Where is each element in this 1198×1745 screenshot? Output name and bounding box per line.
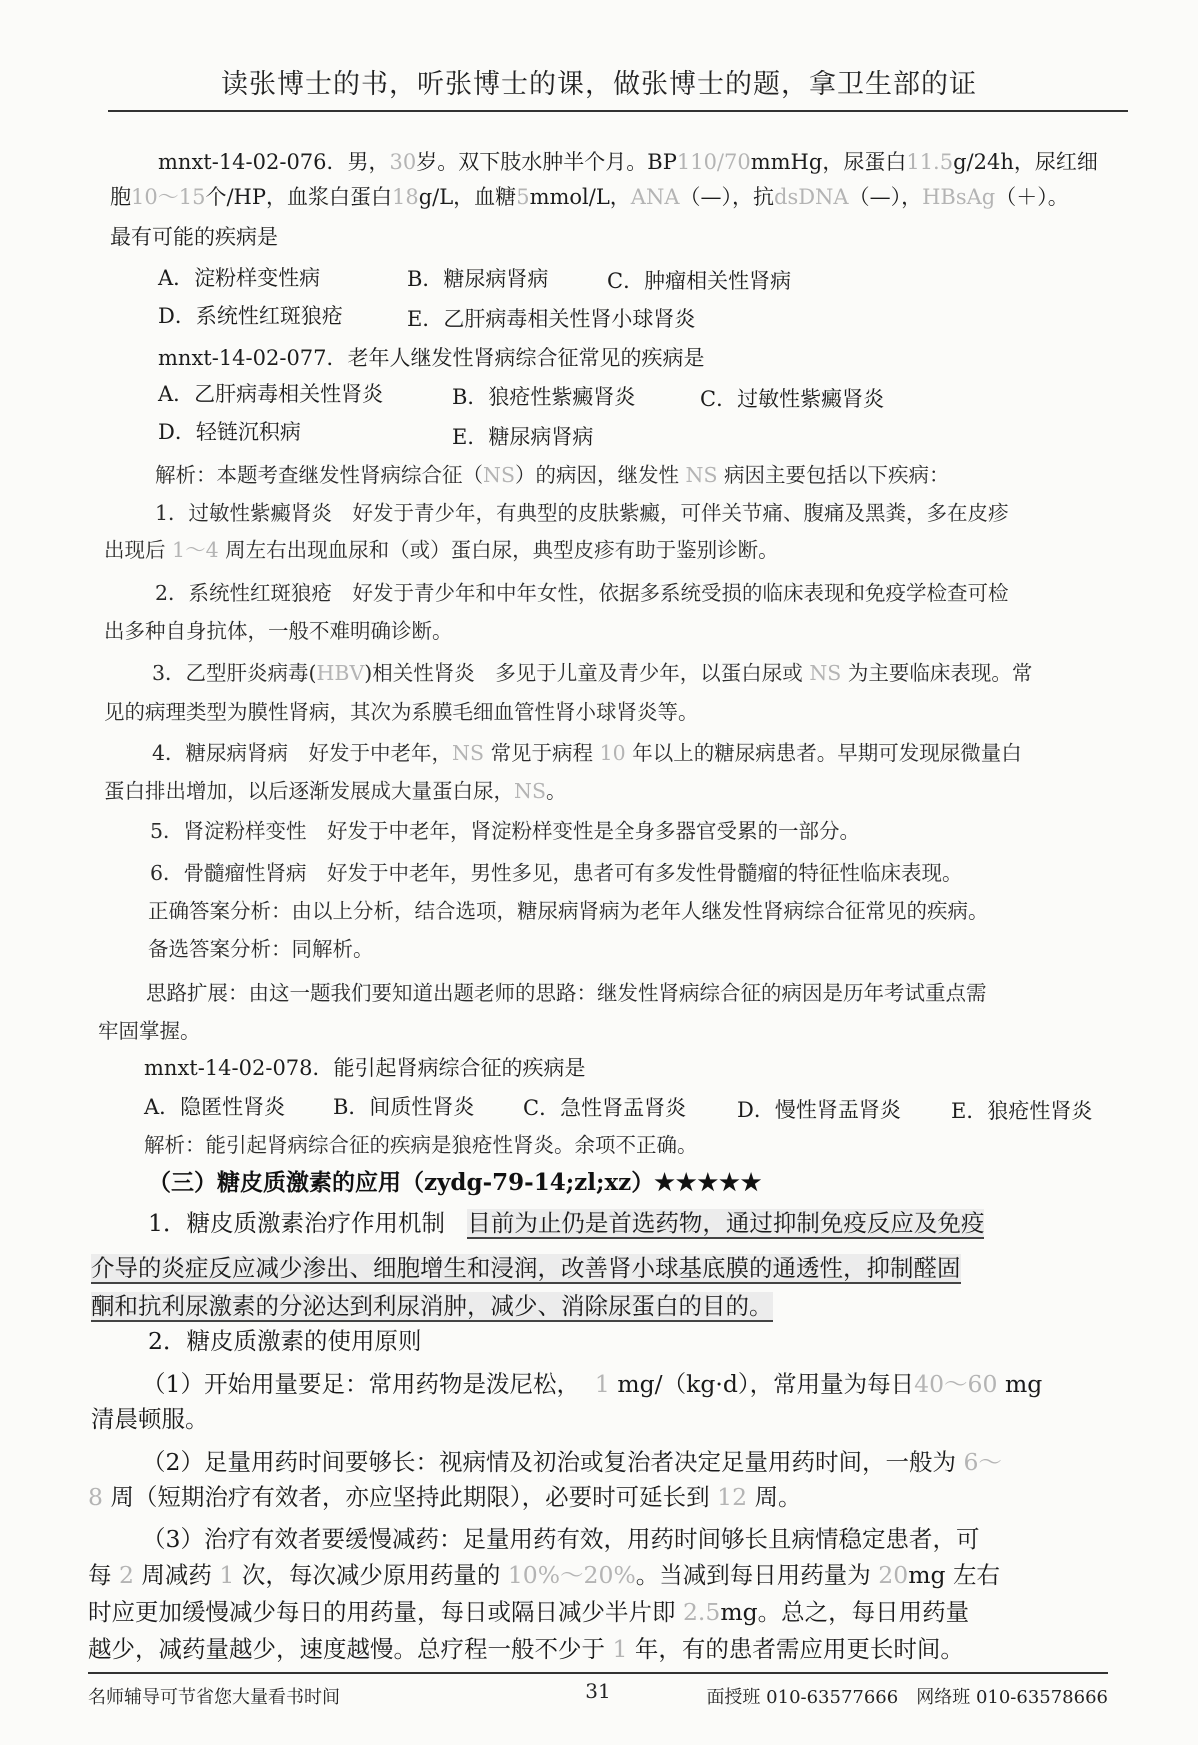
q076-option-e: E．乙肝病毒相关性肾小球肾炎: [407, 307, 696, 331]
page-footer: [88, 1679, 1108, 1713]
q078-option-c: C．急性肾盂肾炎: [523, 1096, 687, 1120]
q077-point2-line2: 出多种自身抗体，一般不难明确诊断。: [104, 619, 453, 643]
q077-point1-line2: 出现后 1～4 周左右出现血尿和（或）蛋白尿，典型皮疹有助于鉴别诊断。: [104, 538, 779, 562]
mechanism-line1: 1．糖皮质激素治疗作用机制 目前为止仍是首选药物，通过抑制免疫反应及免疫: [148, 1209, 985, 1237]
usage-principles-title: 2．糖皮质激素的使用原则: [148, 1327, 422, 1355]
rule2-line1: （2）足量用药时间要够长：视病情及初治或复治者决定足量用药时间，一般为 6～: [142, 1448, 1002, 1476]
q077-point1-line1: 1．过敏性紫癜肾炎 好发于青少年，有典型的皮肤紫癜，可伴关节痛、腹痛及黑粪，多在皮疹: [155, 501, 1009, 525]
q077-stem: mnxt-14-02-077．老年人继发性肾病综合征常见的疾病是: [158, 346, 705, 370]
q077-point4-line2: 蛋白排出增加，以后逐渐发展成大量蛋白尿，NS。: [104, 779, 567, 803]
q078-option-a: A．隐匿性肾炎: [144, 1095, 286, 1119]
q076-option-d: D．系统性红斑狼疮: [158, 304, 343, 328]
q076-option-b: B．糖尿病肾病: [407, 267, 549, 291]
q078-option-b: B．间质性肾炎: [333, 1095, 475, 1119]
footer-contacts: [688, 1683, 1108, 1709]
rule3-line4: 越少，减药量越少，速度越慢。总疗程一般不少于 1 年，有的患者需应用更长时间。: [88, 1635, 964, 1663]
q077-point3-line1: 3．乙型肝炎病毒(HBV)相关性肾炎 多见于儿童及青少年，以蛋白尿或 NS 为主要临床表现。常: [152, 661, 1033, 685]
footer-slogan: 名师辅导可节省您大量看书时间: [88, 1687, 340, 1708]
rule1-line2: 清晨顿服。: [91, 1405, 209, 1433]
q077-point6: 6．骨髓瘤性肾病 好发于中老年，男性多见，患者可有多发性骨髓瘤的特征性临床表现。: [150, 861, 963, 885]
footer-online-phone: 网络班 010-63578666: [916, 1687, 1108, 1708]
rule1-line1: （1）开始用量要足：常用药物是泼尼松， 1 mg/（kg·d），常用量为每日40～60 mg: [142, 1370, 1043, 1398]
rule2-line2: 8 周（短期治疗有效者，亦应坚持此期限），必要时可延长到 12 周。: [88, 1483, 802, 1511]
q077-analysis-intro: 解析：本题考查继发性肾病综合征（NS）的病因，继发性 NS 病因主要包括以下疾病：: [155, 463, 950, 487]
page-header-title: 读张博士的书，听张博士的课，做张博士的题，拿卫生部的证: [221, 69, 977, 100]
q077-point5: 5．肾淀粉样变性 好发于中老年，肾淀粉样变性是全身多器官受累的一部分。: [150, 819, 861, 843]
q077-option-b: B．狼疮性紫癜肾炎: [452, 385, 636, 409]
rule3-line1: （3）治疗有效者要缓慢减药：足量用药有效，用药时间够长且病情稳定患者，可: [142, 1525, 980, 1553]
q077-option-c: C．过敏性紫癜肾炎: [700, 387, 885, 411]
q077-option-a: A．乙肝病毒相关性肾炎: [158, 382, 384, 406]
q076-stem-line3: 最有可能的疾病是: [110, 225, 278, 249]
q077-option-e: E．糖尿病肾病: [452, 425, 594, 449]
rule3-line2: 每 2 周减药 1 次，每次减少原用药量的 10%～20%。当减到每日用药量为 20mg 左右: [88, 1561, 1000, 1589]
mechanism-line2: 介导的炎症反应减少渗出、细胞增生和浸润，改善肾小球基底膜的通透性，抑制醛固: [91, 1254, 961, 1282]
q077-point4-line1: 4．糖尿病肾病 好发于中老年，NS 常见于病程 10 年以上的糖尿病患者。早期可发现尿微量白: [152, 741, 1022, 765]
q076-stem-line2: 胞10～15个/HP，血浆白蛋白18g/L，血糖5mmol/L，ANA（—），抗dsDNA（—），HBsAg（＋）。: [110, 185, 1069, 209]
mechanism-line3: 酮和抗利尿激素的分泌达到利尿消肿，减少、消除尿蛋白的目的。: [91, 1292, 773, 1320]
q077-expansion-line2: 牢固掌握。: [98, 1019, 201, 1043]
header-divider: [108, 110, 1128, 112]
footer-class-phone: 面授班 010-63577666: [706, 1687, 899, 1708]
q078-analysis: 解析：能引起肾病综合征的疾病是狼疮性肾炎。余项不正确。: [144, 1133, 698, 1157]
mechanism-highlight: 目前为止仍是首选药物，通过抑制免疫反应及免疫: [467, 1209, 985, 1237]
q078-option-d: D．慢性肾盂肾炎: [737, 1098, 901, 1122]
footer-divider: [88, 1672, 1108, 1674]
q077-option-d: D．轻链沉积病: [158, 420, 301, 444]
q077-expansion-line1: 思路扩展：由这一题我们要知道出题老师的思路：继发性肾病综合征的病因是历年考试重点需: [146, 981, 987, 1005]
q078-option-e: E．狼疮性肾炎: [951, 1099, 1093, 1123]
q076-option-a: A．淀粉样变性病: [158, 266, 321, 290]
q077-alternative-answer: 备选答案分析：同解析。: [148, 937, 374, 961]
q078-stem: mnxt-14-02-078．能引起肾病综合征的疾病是: [144, 1056, 586, 1080]
rule3-line3: 时应更加缓慢减少每日的用药量，每日或隔日减少半片即 2.5mg。总之，每日用药量: [88, 1598, 970, 1626]
rating-stars: ★★★★★: [654, 1169, 763, 1196]
page-number: 31: [585, 1679, 611, 1703]
q076-option-c: C．肿瘤相关性肾病: [607, 269, 792, 293]
q077-point3-line2: 见的病理类型为膜性肾病，其次为系膜毛细血管性肾小球肾炎等。: [104, 700, 699, 724]
q076-stem-line1: mnxt-14-02-076．男，30岁。双下肢水肿半个月。BP110/70mmHg，尿蛋白11.5g/24h，尿红细: [158, 150, 1098, 174]
q077-point2-line1: 2．系统性红斑狼疮 好发于青少年和中年女性，依据多系统受损的临床表现和免疫学检查可检: [155, 581, 1009, 605]
q077-correct-answer: 正确答案分析：由以上分析，结合选项，糖尿病肾病为老年人继发性肾病综合征常见的疾病。: [148, 899, 989, 923]
section-heading: （三）糖皮质激素的应用（zydg-79-14;zl;xz）★★★★★: [148, 1169, 763, 1196]
